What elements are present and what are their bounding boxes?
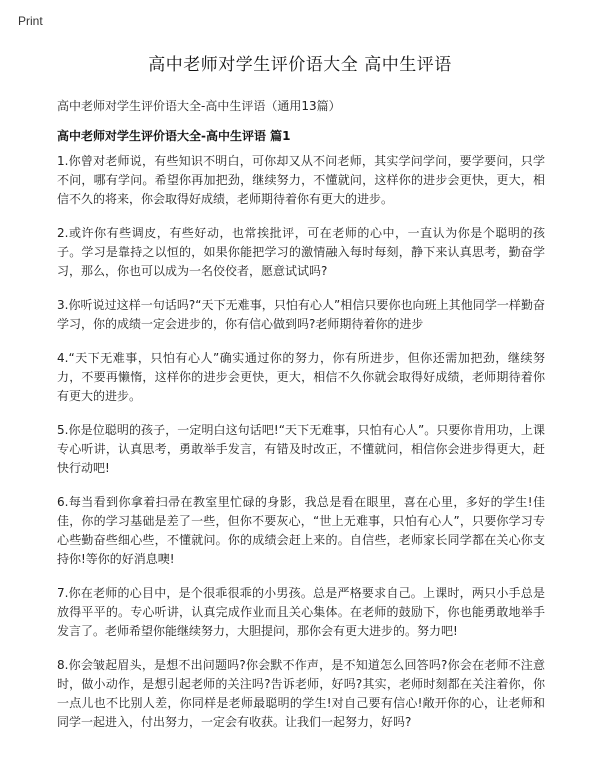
print-label: Print <box>18 14 43 28</box>
section-heading: 高中老师对学生评价语大全-高中生评语 篇1 <box>57 129 291 143</box>
document-subtitle: 高中老师对学生评价语大全-高中生评语（通用13篇） <box>57 99 341 113</box>
page-title: 高中老师对学生评价语大全 高中生评语 <box>148 55 452 75</box>
paragraph-3: 3.你听说过这样一句话吗?“天下无难事，只怕有心人”相信只要你也向班上其他同学一样勤奋学习，你的成绩一定会进步的，你有信心做到吗?老师期待着你的进步 <box>57 298 545 331</box>
paragraph-7: 7.你在老师的心目中，是个很乖很乖的小男孩。总是严格要求自己。上课时，两只小手总是放得平平的。专心听讲，认真完成作业而且关心集体。在老师的鼓励下，你也能勇敢地举手发言了。老师希望你能继续努力，大胆提问，那你会有更大进步的。努力吧! <box>57 586 545 638</box>
paragraph-4: 4.“天下无难事，只怕有心人”确实通过你的努力，你有所进步，但你还需加把劲，继续努力，不要再懒惰，这样你的进步会更快，更大，相信不久你就会取得好成绩，老师期待着你有更大的进步。 <box>57 351 545 403</box>
paragraph-6: 6.每当看到你拿着扫帚在教室里忙碌的身影，我总是看在眼里，喜在心里，多好的学生!佳佳，你的学习基础是差了一些，但你不要灰心，“世上无难事，只怕有心人”，只要你学习专心些勤奋些细心些，不懂就问。你的成绩会赶上来的。自信些，老师家长同学都在关心你支持你!等你的好消息噢! <box>57 495 545 566</box>
paragraph-5: 5.你是位聪明的孩子，一定明白这句话吧!“天下无难事，只怕有心人”。只要你肯用功，上课专心听讲，认真思考，勇敢举手发言，有错及时改正，不懂就问，相信你会进步得更大，赶快行动吧! <box>57 423 545 475</box>
paragraph-8: 8.你会皱起眉头，是想不出问题吗?你会默不作声，是不知道怎么回答吗?你会在老师不注意时，做小动作，是想引起老师的关注吗?告诉老师，好吗?其实，老师时刻都在关注着你，你一点儿也不比别人差，你同样是老师最聪明的学生!对自己要有信心!敞开你的心，让老师和同学一起进入，付出努力，一定会有收获。让我们一起努力，好吗? <box>57 658 545 729</box>
document-body <box>57 152 545 747</box>
paragraph-1: 1.你曾对老师说，有些知识不明白，可你却又从不问老师，其实学问学问，要学要问，只学不问，哪有学问。希望你再加把劲，继续努力，不懂就问，这样你的进步会更快，更大，相信不久的将来，你会取得好成绩，老师期待着你有更大的进步。 <box>57 154 545 206</box>
paragraph-2: 2.或许你有些调皮，有些好动，也常挨批评，可在老师的心中，一直认为你是个聪明的孩子。学习是靠持之以恒的，如果你能把学习的激情融入每时每刻，静下来认真思考，勤奋学习，那么，你也可以成为一名佼佼者，愿意试试吗? <box>57 226 545 278</box>
